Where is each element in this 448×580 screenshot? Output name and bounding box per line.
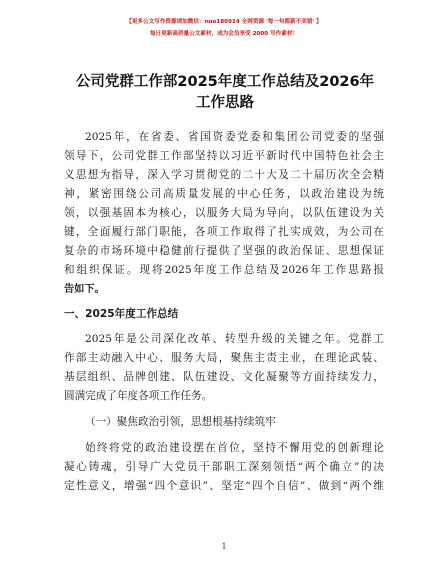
body-line: 领，以强基固本为核心，以服务大局为导向，以队伍建设为关	[64, 207, 384, 219]
body-line: 始终将党的政治建设摆在首位，坚持不懈用党的创新理论	[85, 442, 384, 454]
body-line: 定性意义，增强“四个意识”、坚定“四个自信”、做到“两个维	[64, 480, 384, 492]
body-line: 基层组织、品牌创建、队伍建设、文化凝聚等方面持续发力，	[64, 371, 384, 383]
body-line: 义思想为指导，深入学习贯彻党的二十大及二十届历次全会精	[64, 169, 384, 181]
body-line: 复杂的市场环境中稳健前行提供了坚强的政治保证、思想保证	[64, 245, 384, 257]
body-line: 和组织保证。现将2025年度工作总结及2026年工作思路报	[64, 264, 384, 276]
document-title-line-2: 工作思路	[196, 95, 254, 111]
body-line: 2025年，在省委、省国资委党委和集团公司党委的坚强	[85, 131, 384, 143]
section-heading: 一、2025年度工作总结	[64, 308, 179, 320]
document-title-line-1: 公司党群工作部2025年度工作总结及2026年	[75, 74, 375, 90]
page-number: 1	[221, 542, 227, 551]
promo-banner-line-2: 每日更新高质量公文素材，成为会员享受 2000 写作素材！	[149, 31, 299, 37]
body-line-last: 告如下。	[64, 284, 105, 295]
body-line: 凝心铸魂，引导广大党员干部职工深刻领悟“两个确立”的决	[64, 461, 384, 473]
promo-banner-line-1: 【更多公文写作资源请加微信：nuo180914 全网资源 '每一句都新不卖错' 】	[126, 19, 322, 25]
body-line: 神，紧密围绕公司高质量发展的中心任务，以政治建设为统	[64, 188, 384, 200]
body-line-last: 圆满完成了年度各项工作任务。	[64, 390, 213, 402]
subsection-heading: （一）聚焦政治引领，思想根基持续筑牢	[85, 416, 276, 428]
body-line: 作部主动融入中心、服务大局，聚焦主责主业，在理论武装、	[64, 352, 384, 364]
body-line: 领导下，公司党群工作部坚持以习近平新时代中国特色社会主	[64, 150, 384, 162]
body-line: 2025年是公司深化改革、转型升级的关键之年。党群工	[85, 333, 384, 345]
body-line: 键，全面履行部门职能，各项工作取得了扎实成效，为公司在	[64, 226, 384, 238]
